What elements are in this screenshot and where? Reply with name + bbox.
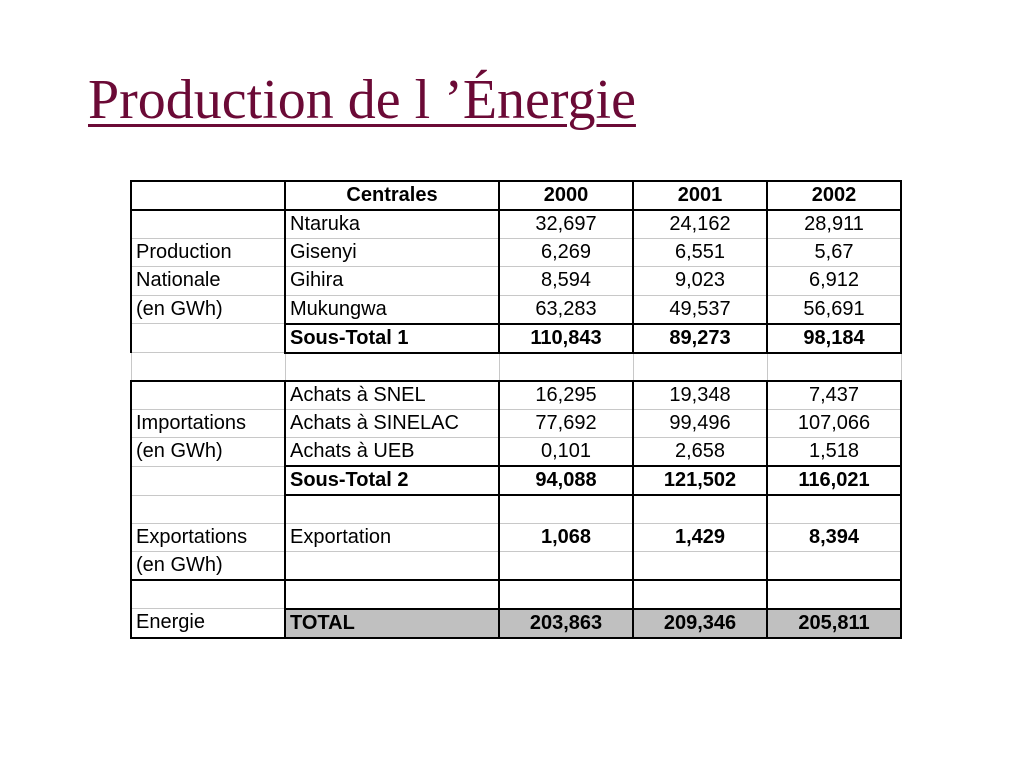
value-2002: 107,066 bbox=[767, 409, 901, 437]
empty-cell bbox=[499, 580, 633, 608]
table-row bbox=[131, 381, 901, 410]
source-name: Achats à SNEL bbox=[285, 381, 499, 410]
value-2001: 49,537 bbox=[633, 295, 767, 324]
source-name: Gihira bbox=[285, 267, 499, 295]
empty-cell bbox=[767, 552, 901, 581]
category-cell bbox=[131, 466, 285, 495]
category-cell: Energie bbox=[131, 609, 285, 638]
value-2002: 1,518 bbox=[767, 438, 901, 467]
empty-cell bbox=[633, 353, 767, 381]
energy-production-table bbox=[130, 180, 902, 639]
value-2000: 63,283 bbox=[499, 295, 633, 324]
value-2000: 8,594 bbox=[499, 267, 633, 295]
table-row bbox=[131, 295, 901, 324]
total-2000: 203,863 bbox=[499, 609, 633, 638]
category-cell: (en GWh) bbox=[131, 438, 285, 467]
category-cell: (en GWh) bbox=[131, 552, 285, 581]
subtotal-2002: 116,021 bbox=[767, 466, 901, 495]
total-2001: 209,346 bbox=[633, 609, 767, 638]
category-cell bbox=[131, 381, 285, 410]
table-row bbox=[131, 267, 901, 295]
header-row bbox=[131, 181, 901, 210]
empty-cell bbox=[499, 552, 633, 581]
value-2002: 7,437 bbox=[767, 381, 901, 410]
subtotal-2002: 98,184 bbox=[767, 324, 901, 353]
value-2002: 5,67 bbox=[767, 239, 901, 267]
value-2000: 6,269 bbox=[499, 239, 633, 267]
subtotal-2001: 89,273 bbox=[633, 324, 767, 353]
value-2002: 8,394 bbox=[767, 523, 901, 551]
value-2000: 0,101 bbox=[499, 438, 633, 467]
subtotal-label: Sous-Total 2 bbox=[285, 466, 499, 495]
value-2002: 6,912 bbox=[767, 267, 901, 295]
source-name: Ntaruka bbox=[285, 210, 499, 239]
header-centrales: Centrales bbox=[285, 181, 499, 210]
value-2001: 24,162 bbox=[633, 210, 767, 239]
value-2000: 16,295 bbox=[499, 381, 633, 410]
slide-title: Production de l ’Énergie bbox=[88, 69, 636, 131]
value-2001: 1,429 bbox=[633, 523, 767, 551]
empty-cell bbox=[767, 495, 901, 523]
empty-cell bbox=[285, 552, 499, 581]
subtotal-2001: 121,502 bbox=[633, 466, 767, 495]
table-row bbox=[131, 210, 901, 239]
value-2002: 28,911 bbox=[767, 210, 901, 239]
subtotal-row bbox=[131, 324, 901, 353]
table-row bbox=[131, 239, 901, 267]
value-2000: 32,697 bbox=[499, 210, 633, 239]
empty-cell bbox=[767, 580, 901, 608]
header-2002: 2002 bbox=[767, 181, 901, 210]
empty-cell bbox=[285, 580, 499, 608]
source-name: Mukungwa bbox=[285, 295, 499, 324]
empty-cell bbox=[767, 353, 901, 381]
total-2002: 205,811 bbox=[767, 609, 901, 638]
empty-cell bbox=[499, 495, 633, 523]
value-2000: 1,068 bbox=[499, 523, 633, 551]
empty-cell bbox=[285, 353, 499, 381]
source-name: Achats à SINELAC bbox=[285, 409, 499, 437]
subtotal-row bbox=[131, 466, 901, 495]
source-name: Gisenyi bbox=[285, 239, 499, 267]
category-cell: Nationale bbox=[131, 267, 285, 295]
value-2001: 99,496 bbox=[633, 409, 767, 437]
source-name: Exportation bbox=[285, 523, 499, 551]
header-2001: 2001 bbox=[633, 181, 767, 210]
value-2002: 56,691 bbox=[767, 295, 901, 324]
empty-cell bbox=[499, 353, 633, 381]
total-row bbox=[131, 609, 901, 638]
category-cell: Exportations bbox=[131, 523, 285, 551]
value-2000: 77,692 bbox=[499, 409, 633, 437]
empty-cell bbox=[633, 495, 767, 523]
value-2001: 6,551 bbox=[633, 239, 767, 267]
category-cell: (en GWh) bbox=[131, 295, 285, 324]
empty-cell bbox=[131, 353, 285, 381]
spacer-row bbox=[131, 580, 901, 608]
category-cell: Importations bbox=[131, 409, 285, 437]
empty-cell bbox=[131, 495, 285, 523]
category-cell bbox=[131, 324, 285, 353]
value-2001: 2,658 bbox=[633, 438, 767, 467]
subtotal-label: Sous-Total 1 bbox=[285, 324, 499, 353]
subtotal-2000: 110,843 bbox=[499, 324, 633, 353]
empty-cell bbox=[285, 495, 499, 523]
header-2000: 2000 bbox=[499, 181, 633, 210]
total-label: TOTAL bbox=[285, 609, 499, 638]
header-blank-cell bbox=[131, 181, 285, 210]
empty-cell bbox=[633, 580, 767, 608]
category-cell: Production bbox=[131, 239, 285, 267]
category-cell bbox=[131, 210, 285, 239]
value-2001: 9,023 bbox=[633, 267, 767, 295]
empty-cell bbox=[131, 580, 285, 608]
table-row bbox=[131, 409, 901, 437]
subtotal-2000: 94,088 bbox=[499, 466, 633, 495]
spacer-row bbox=[131, 353, 901, 381]
empty-cell bbox=[633, 552, 767, 581]
source-name: Achats à UEB bbox=[285, 438, 499, 467]
spacer-row bbox=[131, 495, 901, 523]
table-row bbox=[131, 523, 901, 551]
table-row bbox=[131, 438, 901, 467]
value-2001: 19,348 bbox=[633, 381, 767, 410]
table-row bbox=[131, 552, 901, 581]
